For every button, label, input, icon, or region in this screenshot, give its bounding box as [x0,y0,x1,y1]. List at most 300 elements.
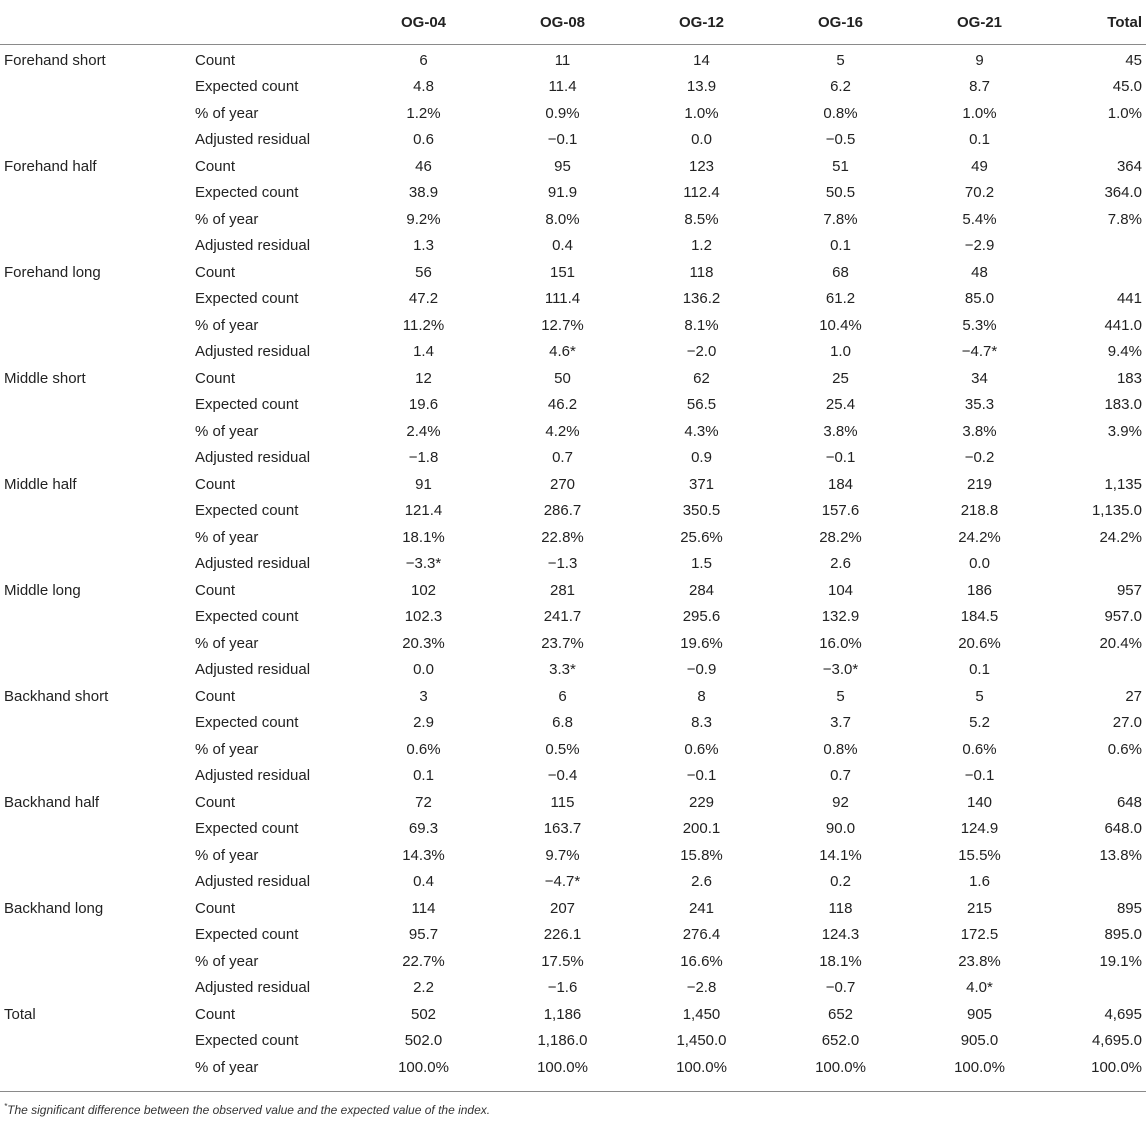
total-cell [1049,763,1146,790]
value-cell: 5.3% [962,316,997,334]
value-cell: 100.0% [954,1058,1005,1076]
table-row [0,816,1146,843]
row-statistic: Expected count [195,396,299,414]
value-cell: 0.7 [552,449,573,467]
value-cell: 24.2% [958,528,1001,546]
total-cell: 4,695.0 [1091,1032,1142,1050]
row-statistic: Adjusted residual [195,555,311,573]
row-statistic: % of year [195,104,259,122]
table-row [0,233,1146,260]
value-cell: 20.3% [402,634,445,652]
value-cell: 35.3 [964,396,995,414]
table-row [0,339,1146,366]
total-cell [1049,869,1146,896]
table-row [0,683,1146,710]
row-category [0,339,191,366]
row-category [0,74,191,101]
value-cell: 140 [966,793,993,811]
value-cell: 0.0 [413,661,434,679]
value-cell: 100.0% [537,1058,588,1076]
row-category: Middle half [4,475,77,493]
row-statistic: Expected count [195,290,299,308]
row-statistic: % of year [195,1058,259,1076]
value-cell: −3.0* [822,661,859,679]
value-cell: 0.4 [413,873,434,891]
value-cell: 295.6 [682,608,721,626]
row-statistic: Expected count [195,1032,299,1050]
row-category [0,498,191,525]
value-cell: 0.8% [823,104,858,122]
value-cell: 9 [975,51,984,69]
value-cell: 0.6% [684,740,719,758]
value-cell: 1.2 [691,237,712,255]
row-statistic: Count [195,899,236,917]
total-cell: 957.0 [1104,608,1142,626]
total-cell [1049,975,1146,1002]
value-cell: 2.2 [413,979,434,997]
value-cell: −0.5 [825,131,856,149]
value-cell: 114 [411,899,436,917]
value-cell: 276.4 [682,926,721,944]
row-statistic: Expected count [195,78,299,96]
value-cell: 123 [688,157,715,175]
row-category [0,445,191,472]
row-category [0,233,191,260]
row-category [0,206,191,233]
header-cell: OG-12 [632,0,771,45]
row-statistic: Expected count [195,820,299,838]
table-row [0,763,1146,790]
row-category [0,286,191,313]
value-cell: 2.6 [691,873,712,891]
value-cell: −0.1 [825,449,856,467]
value-cell: 136.2 [682,290,721,308]
row-statistic: Count [195,793,236,811]
total-cell: 100.0% [1091,1058,1142,1076]
total-cell: 364.0 [1104,184,1142,202]
value-cell: 207 [549,899,576,917]
value-cell: 2.4% [406,422,441,440]
value-cell: 11.2% [402,316,445,334]
value-cell: 20.6% [958,634,1001,652]
value-cell: 184 [827,475,854,493]
value-cell: 49 [971,157,988,175]
value-cell: 90.0 [825,820,856,838]
value-cell: 23.8% [958,952,1001,970]
value-cell: 111.4 [544,290,581,308]
table-row [0,842,1146,869]
value-cell: 3.3* [549,661,576,679]
row-category [0,948,191,975]
table-row [0,45,1146,74]
row-category [0,1028,191,1055]
value-cell: −0.4 [547,767,578,785]
value-cell: 5 [975,687,984,705]
value-cell: 16.0% [819,634,862,652]
value-cell: 85.0 [964,290,995,308]
value-cell: 46.2 [547,396,578,414]
total-cell [1049,445,1146,472]
table-row [0,445,1146,472]
table-row [0,1001,1146,1028]
total-cell: 441 [1116,290,1142,308]
value-cell: 18.1% [819,952,862,970]
value-cell: 17.5% [541,952,584,970]
value-cell: 9.7% [545,846,580,864]
value-cell: 0.1 [969,131,990,149]
value-cell: 1.5 [691,555,712,573]
table-row [0,524,1146,551]
value-cell: 215 [966,899,993,917]
row-category: Backhand half [4,793,100,811]
value-cell: −0.1 [964,767,995,785]
value-cell: 350.5 [682,502,721,520]
value-cell: 12.7% [541,316,584,334]
table-row [0,1028,1146,1055]
row-category: Total [4,1005,36,1023]
value-cell: 241.7 [543,608,582,626]
value-cell: 11.4 [548,78,577,96]
row-statistic: Expected count [195,926,299,944]
value-cell: 8.1% [684,316,719,334]
row-statistic: % of year [195,846,259,864]
value-cell: −0.2 [964,449,995,467]
value-cell: 163.7 [543,820,582,838]
value-cell: 118 [828,899,853,917]
value-cell: 4.2% [545,422,580,440]
value-cell: 0.0 [691,131,712,149]
value-cell: 1,186 [543,1005,582,1023]
value-cell: 25 [832,369,849,387]
header-cell [191,0,354,45]
value-cell: 50.5 [825,184,856,202]
header-cell [0,0,191,45]
value-cell: 121.4 [404,502,443,520]
value-cell: 219 [966,475,993,493]
value-cell: 2.6 [830,555,851,573]
value-cell: 4.8 [413,78,434,96]
row-category [0,710,191,737]
footnote-text: The significant difference between the observed value and the expected value of the index. [7,1102,491,1117]
header-cell: Total [1049,0,1146,45]
value-cell: 0.1 [969,661,990,679]
row-statistic: % of year [195,952,259,970]
value-cell: −3.3* [405,555,442,573]
total-cell: 24.2% [1099,528,1142,546]
row-statistic: Adjusted residual [195,979,311,997]
value-cell: −0.1 [547,131,578,149]
total-cell [1049,259,1146,286]
value-cell: 8 [697,687,706,705]
total-cell: 19.1% [1099,952,1142,970]
value-cell: 47.2 [408,290,439,308]
value-cell: 226.1 [543,926,582,944]
footnote [0,1102,1146,1117]
value-cell: −2.0 [686,343,717,361]
total-cell: 27.0 [1112,714,1142,732]
total-cell: 183.0 [1104,396,1142,414]
header-cell: OG-21 [910,0,1049,45]
row-category [0,180,191,207]
value-cell: 12 [415,369,432,387]
value-cell: 241 [688,899,715,917]
row-category [0,100,191,127]
value-cell: 6.2 [830,78,851,96]
row-category [0,630,191,657]
row-statistic: Expected count [195,184,299,202]
header-cell: OG-04 [354,0,493,45]
total-cell: 1.0% [1107,104,1142,122]
table-bottom-rule [0,1091,1146,1092]
row-statistic: % of year [195,422,259,440]
table-row [0,312,1146,339]
row-statistic: Expected count [195,608,299,626]
row-category: Forehand half [4,157,97,175]
value-cell: 1.6 [969,873,990,891]
value-cell: 0.8% [823,740,858,758]
row-category [0,816,191,843]
value-cell: 1.3 [413,237,434,255]
value-cell: 184.5 [960,608,999,626]
value-cell: 6 [558,687,567,705]
row-statistic: % of year [195,316,259,334]
row-statistic: % of year [195,528,259,546]
value-cell: 61.2 [825,290,856,308]
total-cell: 364 [1116,157,1142,175]
value-cell: 502 [410,1005,437,1023]
value-cell: 905 [966,1005,993,1023]
row-category [0,763,191,790]
row-statistic: Count [195,475,236,493]
value-cell: 14.1% [819,846,862,864]
value-cell: 1.0% [962,104,997,122]
value-cell: 281 [549,581,576,599]
table-row [0,948,1146,975]
table-row [0,286,1146,313]
total-cell: 9.4% [1107,343,1142,361]
total-cell: 648.0 [1104,820,1142,838]
row-category: Middle long [4,581,81,599]
table-row [0,1054,1146,1085]
table-row [0,206,1146,233]
value-cell: 124.3 [821,926,860,944]
value-cell: 1.0 [830,343,851,361]
value-cell: 0.1 [830,237,851,255]
row-category: Middle short [4,369,86,387]
value-cell: 102.3 [404,608,443,626]
value-cell: 62 [693,369,710,387]
value-cell: 19.6 [408,396,439,414]
row-statistic: Count [195,687,236,705]
value-cell: 1,450.0 [676,1032,727,1050]
value-cell: 4.0* [966,979,993,997]
value-cell: 200.1 [682,820,721,838]
row-category [0,736,191,763]
row-category [0,842,191,869]
table-row [0,392,1146,419]
value-cell: 9.2% [406,210,441,228]
value-cell: 652 [827,1005,854,1023]
value-cell: 286.7 [543,502,582,520]
row-statistic: % of year [195,210,259,228]
value-cell: 91.9 [547,184,578,202]
value-cell: 151 [549,263,576,281]
total-cell: 45 [1125,51,1142,69]
total-cell: 895 [1116,899,1142,917]
value-cell: 1,186.0 [537,1032,588,1050]
row-category [0,392,191,419]
value-cell: 13.9 [686,78,717,96]
total-cell: 3.9% [1107,422,1142,440]
total-cell: 27 [1125,687,1142,705]
header-cell: OG-16 [771,0,910,45]
value-cell: 5 [836,687,845,705]
value-cell: 652.0 [821,1032,860,1050]
table-row [0,180,1146,207]
row-category [0,604,191,631]
value-cell: 25.6% [680,528,723,546]
table-row [0,127,1146,154]
value-cell: −0.9 [686,661,717,679]
value-cell: 229 [688,793,715,811]
value-cell: 1,450 [682,1005,721,1023]
value-cell: 270 [549,475,576,493]
total-cell: 20.4% [1099,634,1142,652]
value-cell: 2.9 [413,714,434,732]
table-row [0,100,1146,127]
value-cell: 48 [971,263,988,281]
value-cell: 7.8% [823,210,858,228]
table-row [0,153,1146,180]
table-row [0,736,1146,763]
row-category: Backhand long [4,899,104,917]
total-cell: 1,135.0 [1091,502,1142,520]
value-cell: 115 [550,793,575,811]
row-statistic: Adjusted residual [195,131,311,149]
value-cell: 8.5% [684,210,719,228]
value-cell: 0.9 [691,449,712,467]
value-cell: 0.6 [413,131,434,149]
value-cell: 34 [971,369,988,387]
table-row [0,789,1146,816]
value-cell: −0.7 [825,979,856,997]
total-cell: 441.0 [1104,316,1142,334]
row-statistic: Adjusted residual [195,661,311,679]
value-cell: 100.0% [815,1058,866,1076]
table-header-row [0,0,1146,45]
total-cell: 7.8% [1107,210,1142,228]
row-statistic: % of year [195,740,259,758]
value-cell: 11 [554,51,571,69]
row-category [0,975,191,1002]
total-cell: 1,135 [1104,475,1142,493]
value-cell: 5.2 [969,714,990,732]
total-cell: 648 [1116,793,1142,811]
value-cell: 22.7% [402,952,445,970]
value-cell: 0.6% [962,740,997,758]
row-category: Backhand short [4,687,109,705]
value-cell: 1.2% [406,104,441,122]
value-cell: 95 [554,157,571,175]
row-statistic: Count [195,1005,236,1023]
row-category [0,524,191,551]
total-cell [1049,127,1146,154]
value-cell: 371 [688,475,715,493]
total-cell: 895.0 [1104,926,1142,944]
value-cell: 6.8 [552,714,573,732]
table-row [0,471,1146,498]
value-cell: 0.9% [545,104,580,122]
table-row [0,259,1146,286]
header-cell: OG-08 [493,0,632,45]
value-cell: 5 [836,51,845,69]
table-row [0,630,1146,657]
value-cell: −2.8 [686,979,717,997]
value-cell: −2.9 [964,237,995,255]
row-statistic: Expected count [195,714,299,732]
row-category [0,922,191,949]
value-cell: 118 [689,263,714,281]
total-cell [1049,657,1146,684]
value-cell: 5.4% [962,210,997,228]
value-cell: 124.9 [960,820,999,838]
value-cell: 15.8% [680,846,723,864]
row-statistic: Count [195,369,236,387]
row-category [0,869,191,896]
value-cell: 0.1 [413,767,434,785]
table-row [0,551,1146,578]
total-cell [1049,233,1146,260]
row-category [0,657,191,684]
value-cell: 56.5 [686,396,717,414]
value-cell: 14 [693,51,710,69]
value-cell: 218.8 [960,502,999,520]
value-cell: 8.0% [545,210,580,228]
total-cell: 4,695 [1104,1005,1142,1023]
table-row [0,975,1146,1002]
value-cell: 4.3% [684,422,719,440]
table-row [0,895,1146,922]
row-statistic: % of year [195,634,259,652]
value-cell: 25.4 [825,396,856,414]
value-cell: 72 [415,793,432,811]
row-statistic: Count [195,157,236,175]
table-row [0,657,1146,684]
row-category [0,127,191,154]
value-cell: 4.6* [549,343,576,361]
value-cell: 8.3 [691,714,712,732]
value-cell: −0.1 [686,767,717,785]
value-cell: 3.8% [823,422,858,440]
value-cell: 0.7 [830,767,851,785]
value-cell: 0.5% [545,740,580,758]
table-row [0,710,1146,737]
value-cell: 16.6% [680,952,723,970]
row-category [0,312,191,339]
row-statistic: Adjusted residual [195,343,311,361]
value-cell: 284 [688,581,715,599]
value-cell: −4.7* [544,873,581,891]
value-cell: 15.5% [958,846,1001,864]
value-cell: −1.6 [547,979,578,997]
total-cell: 183 [1116,369,1142,387]
value-cell: 1.0% [684,104,719,122]
row-category [0,1054,191,1085]
row-statistic: Count [195,581,236,599]
value-cell: 1.4 [413,343,434,361]
value-cell: 3.8% [962,422,997,440]
row-statistic: Adjusted residual [195,873,311,891]
